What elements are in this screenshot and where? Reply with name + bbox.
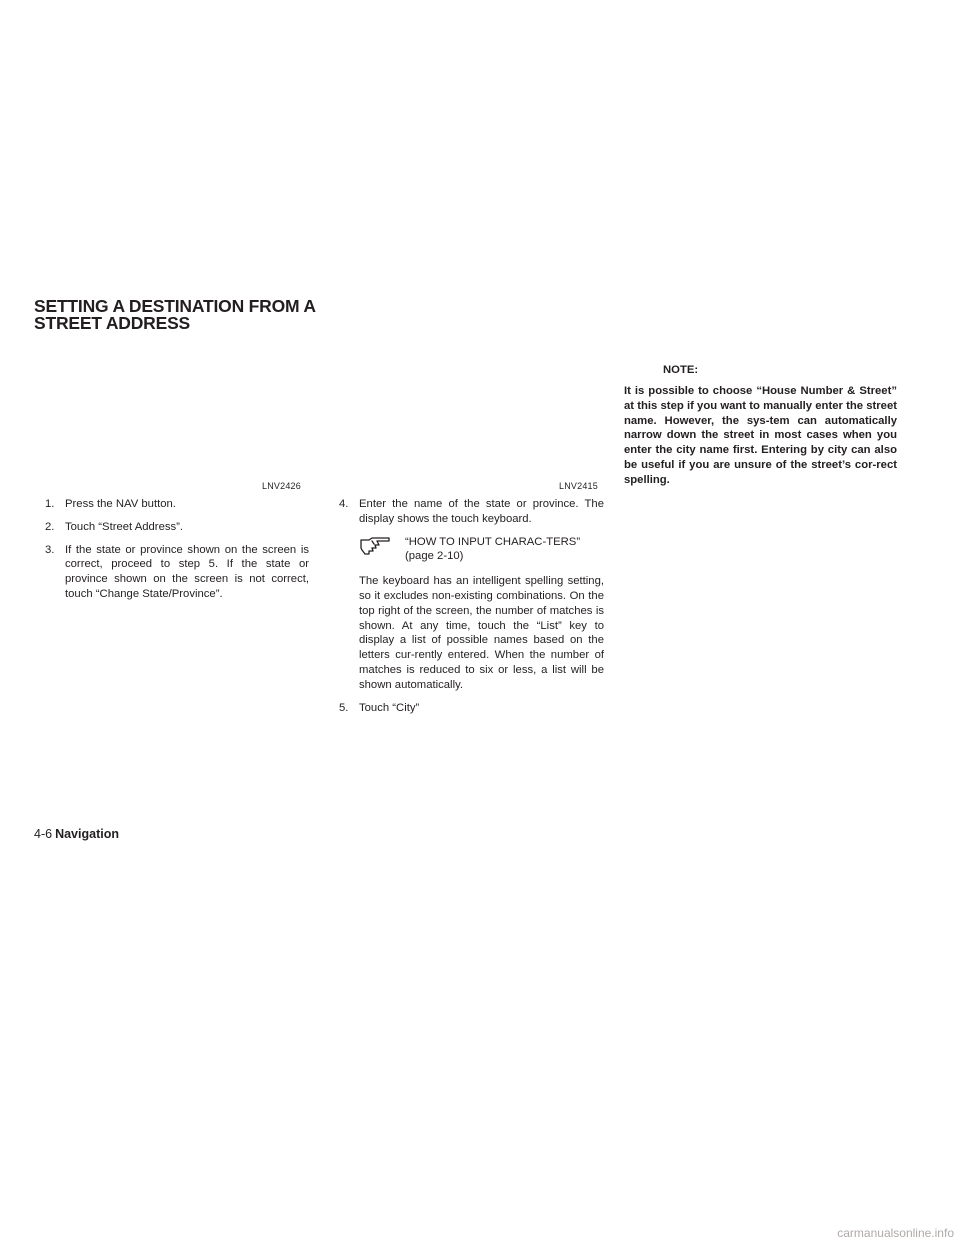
page-number: 4-6	[34, 827, 53, 841]
section-heading: SETTING A DESTINATION FROM A STREET ADDRESS	[34, 296, 316, 333]
step-text: Touch “City”	[359, 701, 420, 714]
footer-section-name: Navigation	[55, 827, 119, 841]
list-item	[339, 701, 604, 716]
list-item	[45, 497, 309, 512]
step-text: If the state or province shown on the screen is correct, proceed to step 5. If the state or province shown on the screen is not correct, touch “Change State/Province”.	[65, 543, 309, 600]
page-reference-hand-icon	[359, 535, 405, 561]
list-item	[339, 497, 604, 527]
step-number: 2.	[45, 520, 55, 533]
step-number: 5.	[339, 701, 349, 714]
paragraph: The keyboard has an intelligent spelling setting, so it excludes non-existing combinations. On the top right of the screen, the number of matches is shown. At any time, touch the “List” key to display a list of possible names based on the letters cur-rently entered. When the number of matches is reduced to six or less, a list will be shown automatically.	[359, 575, 604, 691]
figure-label: LNV2426	[262, 481, 301, 491]
column-1	[45, 497, 309, 610]
page-reference-text: “HOW TO INPUT CHARAC-TERS” (page 2-10)	[405, 535, 581, 563]
step-number: 3.	[45, 543, 55, 556]
note-title: NOTE:	[663, 364, 699, 376]
page-reference	[359, 535, 604, 565]
step-text: Enter the name of the state or province. The display shows the touch keyboard.	[359, 498, 604, 525]
page-footer	[34, 827, 119, 841]
step-number: 1.	[45, 498, 55, 510]
note-body: It is possible to choose “House Number & Street” at this step if you want to manually enter the street name. However, the sys-tem can automatically narrow down the street in most cases when you enter the city name first. Entering by city can also be useful if you are unsure of the street’s cor-rect spelling.	[624, 385, 897, 486]
watermark: carmanualsonline.info	[837, 1226, 954, 1240]
step-number: 4.	[339, 498, 349, 510]
figure-label: LNV2415	[559, 481, 598, 491]
step-text: Touch “Street Address”.	[65, 520, 184, 533]
step-text: Press the NAV button.	[65, 498, 176, 510]
list-item	[45, 543, 309, 602]
column-2	[339, 497, 604, 723]
list-item	[45, 520, 309, 535]
